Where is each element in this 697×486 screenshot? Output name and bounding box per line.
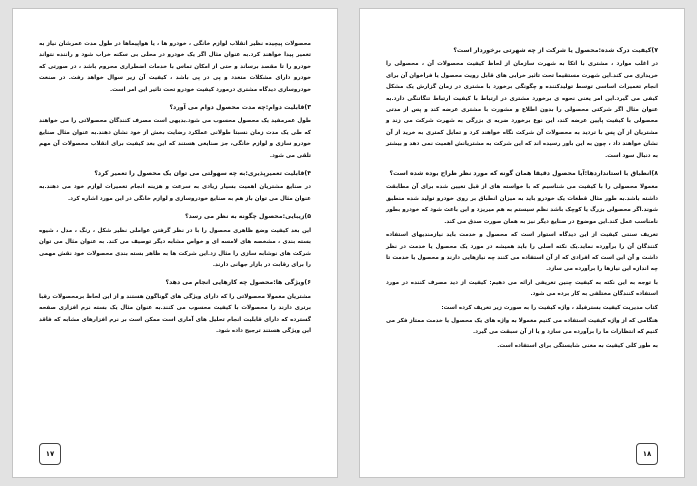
right-page	[359, 8, 685, 478]
paragraph: به طور کلی کیفیت به معنی شایستگی برای استفاده است.	[497, 342, 658, 349]
paragraph: محصولات پیچیده نظیر انقلاب لوازم خانگی ، خودرو ها ، یا هواپیماها در طول مدت عمرشان نیاز به تعمیر پیدا خواهند کرد.به عنوان مثال اگر یک خودرو در محلی بی سکنه خراب شود و راننده نتواند خودرو را تا مقصد برساند و حتی از امکان تماس با خدمات اضطراری محروم باشد ، در صورتی که خودرو دارای مشکلات متعدد و پی در پی باشد ، کیفیت آن زیر سوال خواهد رفت. در صنعت خودروسازی دیدگاه مشتری درمورد کیفیت خودرو تحت تاثیر این امر است.	[39, 41, 311, 93]
paragraph: در اغلب موارد ، مشتری با اتکا به شهرت سازمان از لحاظ کیفیت محصولات آن ، محصولی را خریداری می کند.این شهرت مستقیما تحت تاثیر خرابی های قابل رویت محصول یا فراخوان آن برای انجام تعمیرات اساسی توسط تولیدکننده و چگونگی برخورد با مشتری در زمان گزارش یک مشکل کیفی می گیرد.این امر یعنی نحوه ی برخورد مشتری در ارتباط با کیفیت ارتباط تنگاتنگی دارد.به عنوان مثال اگر شرکتی محصولی را بدون اطلاع و مشورت با مشتری عرضه کند و پس از مدتی محصولی با کیفیت پایین عرضه کند، این نوع برخورد ضربه ی بزرگی به شهرت شرکت می زند و مشتریان از آن پس با تردید به محصولات آن شرکت نگاه خواهند کرد و تمایل کمتری به خرید از آن نشان خواهند داد ، چون به این باور رسیده اند که این شرکت به مشتریانش اهمیت نمی دهد و بیشتر به دنبال سود است.	[386, 61, 658, 159]
section-heading: ۴)قابلیت تعمیرپذیری:به چه سهولتی می توان یک محصول را تعمیر کرد؟	[94, 170, 311, 178]
paragraph: کتاب مدیریت کیفیت بسترفیلد ، واژه کیفیت را به صورت زیر تعریف کرده است:	[441, 304, 658, 311]
paragraph: در صنایع مشتریان اهمیت بسیار زیادی به سرعت و هزینه انجام تعمیرات لوازم خود می دهند.به عنوان مثال می توان باز هم به صنایع خودروسازی و لوازم خانگی در این مورد اشاره کرد.	[39, 184, 311, 202]
section-heading: ۷)کیفیت درک شده:محصول یا شرکت از چه شهرتی برخوردار است؟	[453, 47, 658, 54]
paragraph: تعریف سنتی کیفیت از این دیدگاه استوار است که محصول و خدمت باید نیازمندیهای استفاده کنندگان آن را برآورده نماید.یک نکته اصلی را باید همیشه در مورد یک محصول یا خدمت در نظر داشت و آن این است که افرادی که از آن استفاده می کنند چه نیازهایی دارند و محصول یا خدمت تا چه اندازه این نیازها را برآورده می سازد.	[386, 232, 658, 273]
left-page	[12, 8, 338, 478]
section-heading: ۳)قابلیت دوام:چه مدت محصول دوام می آورد؟	[169, 104, 311, 112]
paragraph: معمولا محصولی را با کیفیت می شناسیم که با خواسته های از قبل تعیین شده برای آن مطابقت داشته باشد.به طور مثال قطعات یک خودرو باید به میزان انطباق بر روی خودرو تولید شده منطبق شوند.اگر محصولی بزرگ یا کوچک باشد نظم سیستم به هم میریزد و این باعث شود که خودرو بطور نامناسب عمل کند.این موضوع در صنایع دیگر نیز به همان صورت صدق می کند.	[386, 184, 658, 225]
section-heading: ۶)ویژگی ها:محصول چه کارهایی انجام می دهد؟	[165, 279, 311, 287]
paragraph: هنگامی که از واژه کیفیت استفاده می کنیم معمولا به واژه های یک محصول یا خدمت ممتاز فکر می کنیم که انتظارات ما را برآورده می سازد و یا از آن سبقت می گیرد.	[386, 317, 658, 336]
left-page-content	[39, 39, 311, 339]
paragraph: این بعد کیفیت وضع ظاهری محصول را با در نظر گرفتن عواملی نظیر شکل ، رنگ ، مدل ، شیوه بسته بندی ، مشخصه های لامسه ای و خواص مشابه دیگر توصیف می کند. به عنوان مثال می توان شرکت های نوشابه سازی را مثال زد.این شرکت ها به ظاهر بسته بندی محصولات خود نقش مهمی را برای رقابت در بازار جهانی دارند.	[39, 227, 311, 268]
paragraph: مشتریان معمولا محصولاتی را که دارای ویژگی های گوناگون هستند و از این لحاظ برمحصولات رقبا برتری دارند را محصولات با کیفیت محسوب می کنند.به عنوان مثال یک بسته نرم افزاری صفحه گسترده که دارای قابلیت انجام تحلیل های آماری است ممکن است بر نرم افزارهای مشابه که فاقد این ویژگی هستند ترجیح داده شود.	[39, 293, 311, 334]
paragraph: طول عمرمفید یک محصول محسوب می شود.بدیهی است مصرف کنندگان محصولاتی را می خواهند که طی یک مدت زمان نسبتا طولانی عملکرد رضایت بخش از خود نشان دهند.به عنوان مثال صنایع خودرو سازی و لوازم خانگی، جز صنایعی هستند که این بعد کیفیت برای انقلاب محصولات آن مهم تلقی می شود.	[39, 118, 311, 159]
right-page-content	[386, 39, 658, 354]
page-number-left: ۱۷	[39, 443, 61, 465]
section-heading: ۸)انطباق با استانداردها:آیا محصول دقیقا همان گونه که مورد نظر طراح بوده شده است؟	[389, 170, 658, 178]
page-number-right: ۱۸	[636, 443, 658, 465]
paragraph: با توجه به این نکته به کیفیت چنین تعریفی ارائه می دهیم: کیفیت از دید مصرف کننده در مورد استفاده کنندگان مختلفی به کار برده می شود.	[386, 279, 658, 298]
section-heading: ۵)زیبایی:محصول چگونه به نظر می رسد؟	[185, 213, 311, 221]
